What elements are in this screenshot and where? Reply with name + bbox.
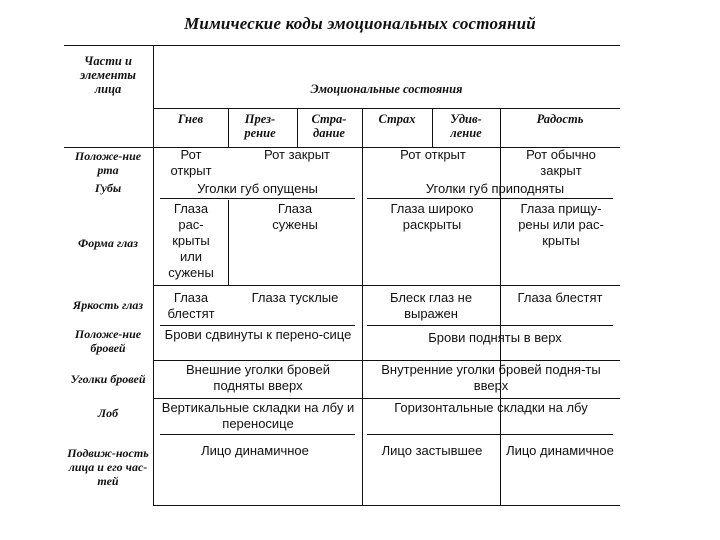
- cell-lips-negative: Уголки губ опущены: [197, 181, 318, 196]
- cell-brow-corners-positive: Внутренние уголки бровей подня-ты вверх: [381, 362, 601, 393]
- lips-underline: [160, 198, 355, 199]
- cell-brightness-joy: Глаза блестят: [517, 290, 603, 305]
- cell-brow-corners-negative: Внешние уголки бровей подняты вверх: [186, 362, 330, 393]
- table-bottom-border: [153, 505, 620, 506]
- header-divider: [297, 108, 298, 147]
- emotion-contempt: През-рение: [244, 112, 276, 140]
- page-title: Мимические коды эмоциональных состояний: [184, 14, 536, 33]
- cell-mobility-fear-surprise: Лицо застывшее: [381, 443, 483, 458]
- cell-brows-positive: Брови подняты в верх: [428, 330, 562, 345]
- cell-mouth-joy: Рот обычно закрыт: [526, 147, 596, 178]
- cell-eyes-joy: Глаза прищу-рены или рас-крыты: [518, 201, 604, 248]
- header-divider: [432, 108, 433, 147]
- forehead-underline: [160, 434, 355, 435]
- row-label-mouth: Положе-ние рта: [74, 149, 142, 177]
- row-divider: [153, 285, 620, 286]
- cell-mobility-negative: Лицо динамичное: [201, 443, 309, 458]
- cell-eyes-contempt-suffering: Глаза сужены: [272, 201, 318, 232]
- cell-mouth-contempt-suffering: Рот закрыт: [263, 147, 330, 162]
- emotion-suffering: Стра-дание: [311, 112, 347, 140]
- emotions-group-header: Эмоциональные состояния: [310, 82, 463, 96]
- cell-brightness-fear-surprise: Блеск глаз не выражен: [389, 290, 473, 321]
- cell-brightness-anger: Глаза блестят: [167, 290, 215, 321]
- row-label-eyes: Форма глаз: [78, 235, 138, 250]
- header-divider: [362, 108, 363, 505]
- emotion-joy: Радость: [536, 112, 584, 126]
- row-label-brow-corners: Уголки бровей: [70, 372, 146, 386]
- cell-eyes-fear-surprise: Глаза широко раскрыты: [390, 201, 474, 232]
- brightness-underline: [367, 325, 613, 326]
- cell-mouth-anger: Рот открыт: [170, 147, 212, 178]
- forehead-underline: [367, 434, 613, 435]
- row-label-brightness: Яркость глаз: [72, 298, 144, 312]
- corner-header: Части и элементы лица: [80, 54, 136, 96]
- row-divider: [153, 360, 620, 361]
- emotion-surprise: Удив-ление: [450, 112, 482, 140]
- cell-forehead-negative: Вертикальные складки на лбу и переносице: [161, 400, 355, 431]
- row-label-lips: Губы: [94, 181, 122, 195]
- cell-divider: [228, 200, 229, 285]
- header-group-divider: [153, 108, 620, 109]
- row-label-mobility: Подвиж-ность лица и его час-тей: [67, 446, 149, 488]
- cell-brows-negative: Брови сдвинуты к перено-сице: [164, 327, 352, 342]
- lips-underline: [367, 198, 613, 199]
- cell-mobility-joy: Лицо динамичное: [506, 443, 614, 458]
- cell-mouth-fear-surprise: Рот открыт: [400, 147, 466, 162]
- emotion-fear: Страх: [378, 112, 416, 126]
- table-top-border: [64, 45, 620, 46]
- header-divider: [228, 108, 229, 147]
- emotion-anger: Гнев: [177, 112, 204, 126]
- cell-brightness-contempt-suffering: Глаза тусклые: [251, 290, 339, 305]
- cell-eyes-anger: Глаза рас-крыты или сужены: [168, 201, 214, 280]
- brightness-underline: [160, 325, 355, 326]
- cell-forehead-positive: Горизонтальные складки на лбу: [394, 400, 588, 415]
- row-label-forehead: Лоб: [97, 406, 119, 420]
- cell-lips-positive: Уголки губ приподняты: [425, 181, 565, 196]
- row-label-brows: Положе-ние бровей: [74, 327, 142, 355]
- header-divider: [500, 108, 501, 505]
- row-divider: [153, 398, 620, 399]
